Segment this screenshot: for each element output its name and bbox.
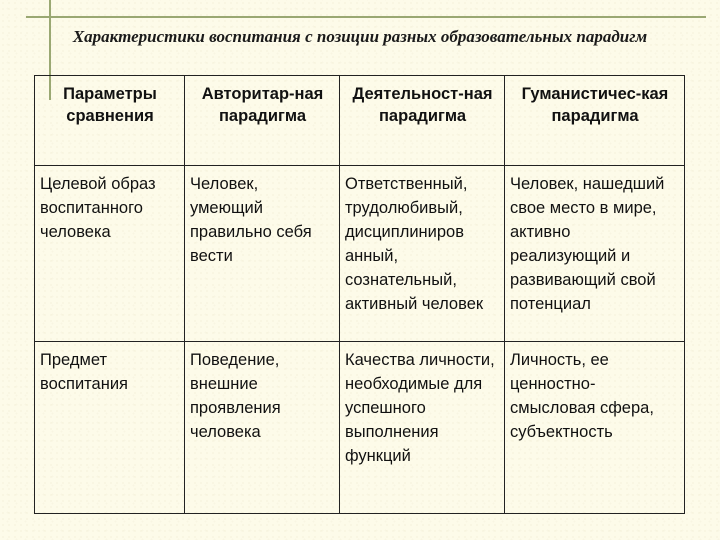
cell-authoritarian-subject: Поведение, внешние проявления человека bbox=[185, 342, 340, 514]
cell-humanistic-goal: Человек, нашедший свое место в мире, активно реализующий и развивающий свой потенциал bbox=[505, 166, 685, 342]
header-activity: Деятельност-ная парадигма bbox=[340, 76, 505, 166]
cell-humanistic-subject: Личность, ее ценностно-смысловая сфера, субъектность bbox=[505, 342, 685, 514]
header-authoritarian: Авторитар-ная парадигма bbox=[185, 76, 340, 166]
header-humanistic: Гуманистичес-кая парадигма bbox=[505, 76, 685, 166]
row-label-goal-image: Целевой образ воспитанного человека bbox=[35, 166, 185, 342]
cell-activity-subject: Качества личности, необходимые для успешного выполнения функций bbox=[340, 342, 505, 514]
table-row bbox=[35, 342, 685, 514]
row-label-subject: Предмет воспитания bbox=[35, 342, 185, 514]
table-row bbox=[35, 166, 685, 342]
slide-title: Характеристики воспитания с позиции разных образовательных парадигм bbox=[72, 27, 648, 46]
header-parameters: Параметры сравнения bbox=[35, 76, 185, 166]
cell-activity-goal: Ответственный, трудолюбивый, дисциплиниров анный, сознательный, активный человек bbox=[340, 166, 505, 342]
cell-authoritarian-goal: Человек, умеющий правильно себя вести bbox=[185, 166, 340, 342]
table-header-row bbox=[35, 76, 685, 166]
decorative-horizontal-line bbox=[26, 16, 706, 18]
comparison-table bbox=[34, 75, 685, 514]
